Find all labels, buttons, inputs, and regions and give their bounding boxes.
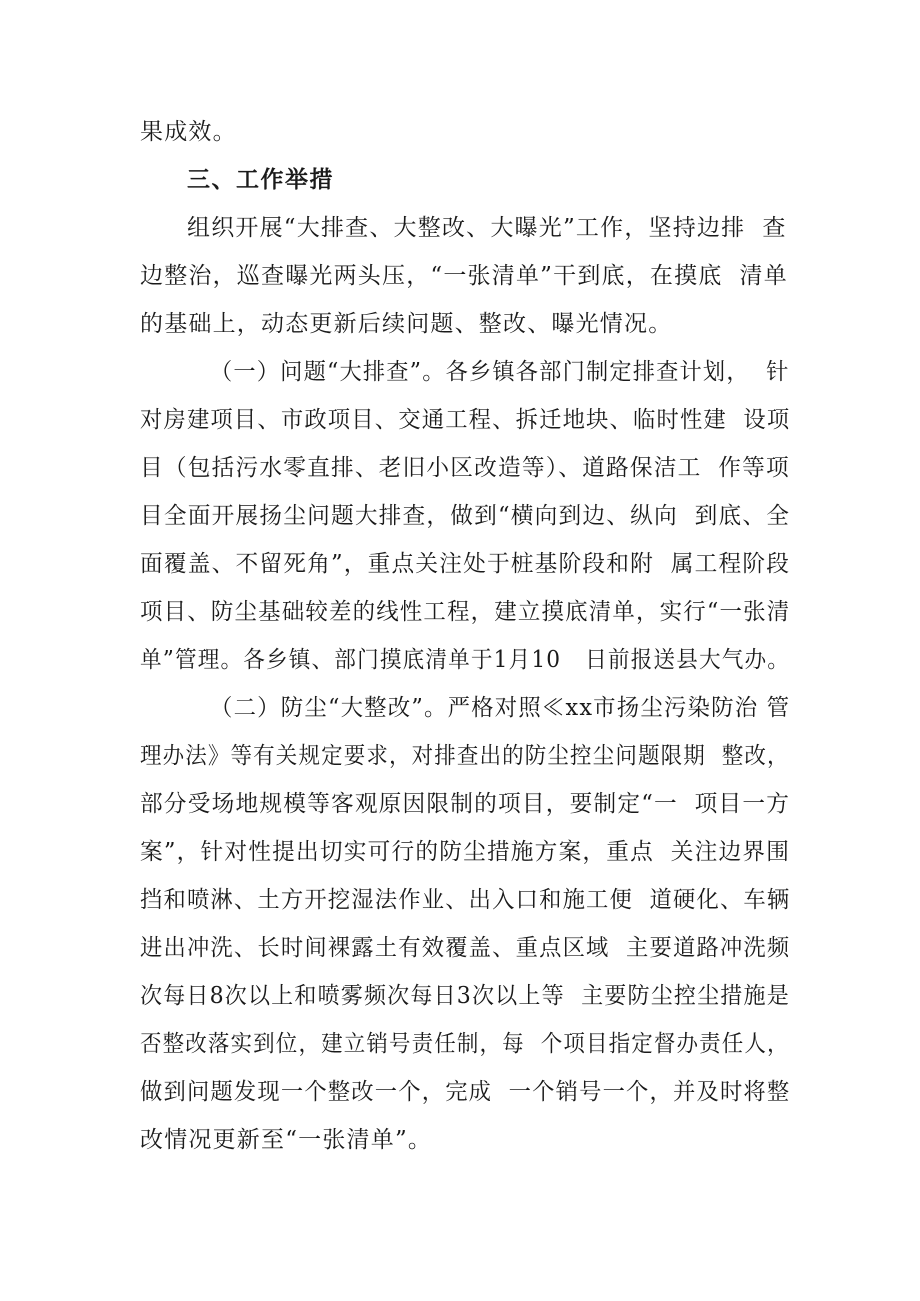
text-line-21: 做到问题发现一个整改一个，完成 一个销号一个，并及时将整 bbox=[140, 1079, 791, 1105]
text-line-15: 部分受场地规模等客观原因限制的项目，要制定“一 项目一方 bbox=[140, 791, 791, 817]
text-line-5: 的基础上，动态更新后续问题、整改、曝光情况。 bbox=[140, 311, 673, 337]
text-line-14: 理办法》等有关规定要求，对排查出的防尘控尘问题限期 整改， bbox=[140, 743, 790, 769]
text-line-18: 进出冲洗、长时间裸露土有效覆盖、重点区域 主要道路冲洗频 bbox=[140, 935, 791, 961]
text-line-13: （二）防尘“大整改”。严格对照≪xx市扬尘污染防治 管 bbox=[210, 695, 791, 721]
text-line-12: 单”管理。各乡镇、部门摸底清单于1月10 日前报送县大气办。 bbox=[140, 647, 791, 673]
text-line-3: 组织开展“大排查、大整改、大曝光”工作，坚持边排 查 bbox=[187, 215, 787, 241]
text-line-16: 案”，针对性提出切实可行的防尘措施方案，重点 关注边界围 bbox=[140, 839, 791, 865]
text-line-20: 否整改落实到位，建立销号责任制，每 个项目指定督办责任人， bbox=[140, 1031, 790, 1057]
section-heading: 三、工作举措 bbox=[187, 167, 334, 193]
text-line-7: 对房建项目、市政项目、交通工程、拆迁地块、临时性建 设项 bbox=[140, 407, 791, 433]
text-line-1: 果成效。 bbox=[140, 119, 237, 145]
text-line-17: 挡和喷淋、土方开挖湿法作业、出入口和施工便 道硬化、车辆 bbox=[140, 887, 791, 913]
text-line-6: （一）问题“大排查”。各乡镇各部门制定排查计划， 针 bbox=[210, 359, 790, 385]
text-line-8: 目（包括污水零直排、老旧小区改造等）、道路保洁工 作等项 bbox=[140, 455, 790, 481]
text-line-10: 面覆盖、不留死角”，重点关注处于桩基阶段和附 属工程阶段 bbox=[140, 551, 791, 577]
text-line-22: 改情况更新至“一张清单”。 bbox=[140, 1127, 433, 1153]
text-line-9: 目全面开展扬尘问题大排查，做到“横向到边、纵向 到底、全 bbox=[140, 503, 791, 529]
text-line-11: 项目、防尘基础较差的线性工程，建立摸底清单，实行“一张清 bbox=[140, 599, 791, 625]
text-line-4: 边整治，巡查曝光两头压，“一张清单”干到底，在摸底 清单 bbox=[140, 263, 788, 289]
text-line-19: 次每日8次以上和喷雾频次每日3次以上等 主要防尘控尘措施是 bbox=[140, 983, 790, 1009]
